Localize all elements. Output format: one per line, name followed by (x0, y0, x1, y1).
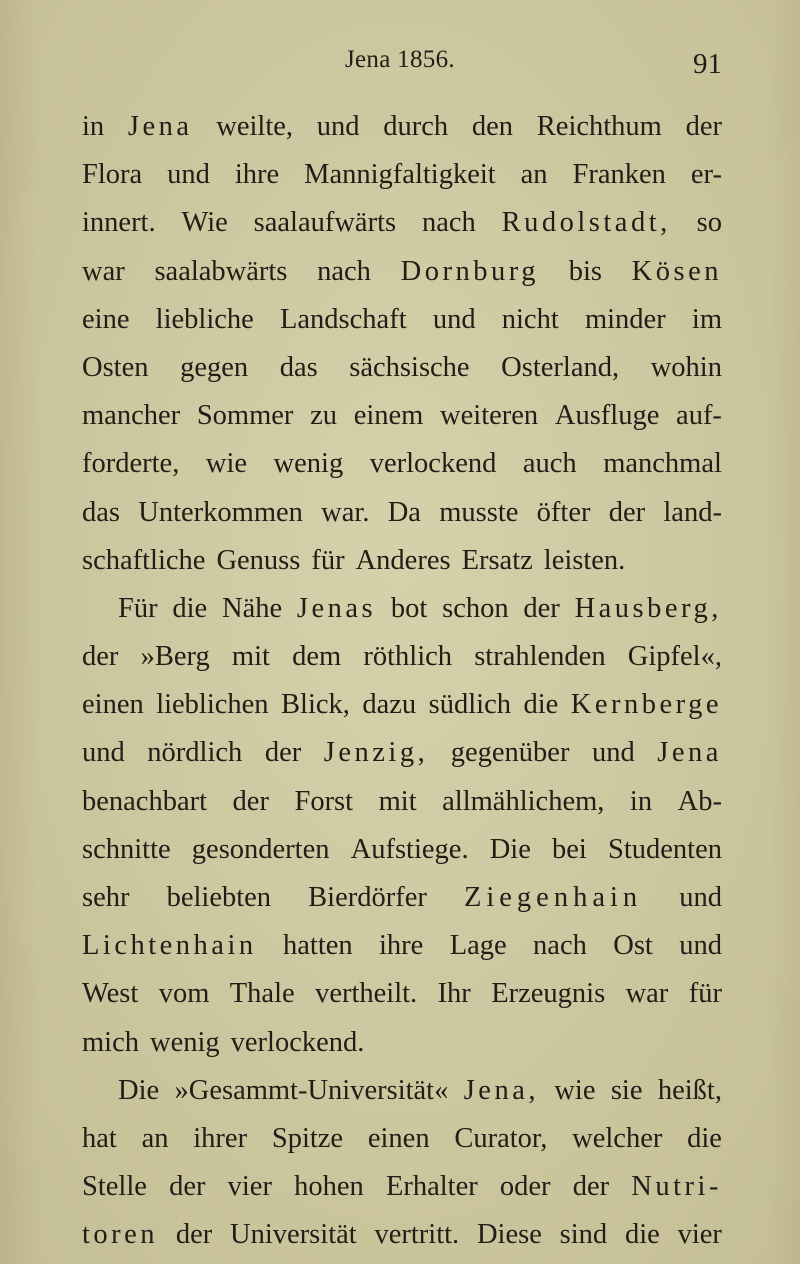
word: den (471, 111, 514, 142)
word: Curator, (454, 1122, 548, 1154)
word: Da (387, 496, 421, 528)
word: für (311, 544, 345, 576)
word: Jenas (296, 592, 377, 624)
word: der (523, 592, 560, 624)
word: Jenzig, (323, 737, 429, 769)
word: eine (82, 303, 130, 335)
word: Bierdörfer (308, 882, 427, 913)
word: allmählichem, (442, 785, 605, 817)
word: röthlich (363, 641, 453, 673)
word: Sommer (196, 400, 294, 432)
word: Erzeugnis (491, 978, 606, 1010)
text-line (82, 681, 722, 729)
text-line (82, 922, 722, 970)
text-line (82, 826, 722, 874)
word: bis (568, 255, 602, 287)
word: Diese (476, 1219, 542, 1251)
word: Jena, (463, 1074, 539, 1106)
word: hatten (283, 930, 353, 962)
text-line (82, 633, 722, 681)
word: ihre (234, 159, 280, 191)
word: war. (321, 496, 370, 528)
word: in (82, 111, 105, 142)
word: musste (439, 496, 519, 528)
word: in (629, 785, 653, 817)
word: zu (310, 400, 337, 432)
running-title: Jena 1856. (345, 46, 455, 73)
word: Lichtenhain (82, 930, 257, 962)
word: nördlich (147, 737, 243, 769)
word: saalabwärts (154, 255, 288, 287)
word: der (232, 785, 269, 817)
text-line (82, 537, 722, 585)
word: Kösen (631, 255, 722, 287)
word: Gipfel«, (627, 641, 722, 673)
word: hat (82, 1122, 117, 1154)
word: Ersatz (461, 544, 533, 576)
word: die (687, 1122, 722, 1154)
word: bei (552, 833, 587, 865)
word: Anderes (355, 544, 451, 576)
word: schaftliche (82, 544, 206, 576)
word: gesonderten (191, 833, 330, 865)
word: minder (584, 303, 666, 335)
word: Jena (657, 737, 722, 769)
word: leisten. (543, 544, 626, 576)
word: südlich (428, 689, 511, 721)
word: Stelle (82, 1171, 147, 1203)
word: Blick, (281, 689, 350, 721)
word: innert. (82, 207, 156, 239)
word: »Berg (140, 641, 210, 673)
word: er- (690, 159, 722, 191)
word: Genuss (216, 544, 301, 576)
text-line (82, 1115, 722, 1163)
word: und (82, 737, 125, 769)
word: der (608, 496, 646, 528)
word: der (169, 1171, 206, 1203)
word: der (175, 1219, 213, 1251)
word: auf- (676, 400, 722, 432)
text-line (82, 344, 722, 392)
word: einen (82, 689, 144, 721)
word: Osterland, (501, 351, 620, 383)
word: sie (610, 1074, 643, 1106)
text-line (82, 729, 722, 777)
word: Jena (127, 111, 193, 142)
text-line (82, 296, 722, 344)
word: oder (499, 1171, 551, 1203)
text-line (82, 970, 722, 1018)
word: Nähe (221, 592, 283, 624)
word: Ihr (437, 978, 471, 1010)
word: Kernberge (570, 689, 722, 721)
word: Ost (613, 930, 653, 962)
word: verlockend. (230, 1026, 365, 1058)
word: Dornburg (400, 255, 539, 287)
word: hohen (294, 1171, 364, 1203)
word: gegenüber (450, 737, 570, 769)
word: und (679, 882, 722, 913)
word: schon (442, 592, 509, 624)
word: Die (118, 1074, 160, 1106)
word: lieblichen (156, 689, 269, 721)
text-line (82, 1019, 722, 1067)
word: vertheilt. (315, 978, 418, 1010)
word: wie (554, 1074, 596, 1106)
word: durch (383, 111, 449, 142)
word: mit (231, 641, 270, 673)
text-line (82, 489, 722, 537)
word: Ziegenhain (463, 882, 643, 913)
word: Landschaft (280, 303, 407, 335)
word: wohin (650, 351, 722, 383)
word: sehr (82, 882, 130, 913)
text-line (82, 248, 722, 296)
word: Hausberg, (574, 592, 722, 624)
word: schnitte (82, 833, 171, 865)
word: gegen (180, 351, 249, 383)
word: Nutri- (631, 1171, 722, 1203)
word: vom (158, 978, 210, 1010)
word: an (520, 159, 548, 191)
word: strahlenden (474, 641, 606, 673)
word: auch (522, 448, 577, 480)
word: bot (390, 592, 428, 624)
text-line (82, 585, 722, 633)
word: »Gesammt-Universität« (174, 1074, 449, 1106)
word: Reichthum (536, 111, 662, 142)
word: sind (559, 1219, 608, 1251)
word: nicht (501, 303, 559, 335)
word: verlockend (369, 448, 497, 480)
word: Forst (294, 785, 354, 817)
word: West (82, 978, 139, 1010)
word: der (82, 641, 119, 673)
text-line (82, 874, 722, 922)
word: Studenten (607, 833, 722, 865)
word: Für (118, 592, 158, 624)
text-line (82, 1211, 722, 1259)
word: Ausfluge (554, 400, 660, 432)
word: mich (82, 1026, 139, 1058)
word: nach (317, 255, 371, 287)
word: wenig (150, 1026, 220, 1058)
word: wenig (273, 448, 344, 480)
body-text (82, 103, 722, 1260)
word: an (141, 1122, 169, 1154)
word: mit (378, 785, 417, 817)
word: Unterkommen (138, 496, 303, 528)
text-line (82, 440, 722, 488)
word: ihre (379, 930, 424, 962)
word: saalaufwärts (253, 207, 397, 239)
word: Erhalter (385, 1171, 478, 1203)
word: Aufstiege. (350, 833, 469, 865)
word: forderte, (82, 448, 180, 480)
word: Rudolstadt, (501, 207, 671, 239)
word: und (432, 303, 476, 335)
word: ihrer (193, 1122, 248, 1154)
word: manchmal (603, 448, 722, 480)
word: Universität (230, 1219, 357, 1251)
word: Franken (572, 159, 666, 191)
word: weiteren (440, 400, 539, 432)
word: so (696, 207, 722, 239)
text-line (82, 151, 722, 199)
word: Osten (82, 351, 149, 383)
text-line (82, 392, 722, 440)
word: dazu (362, 689, 417, 721)
word: vier (677, 1219, 722, 1251)
word: war (625, 978, 669, 1010)
text-line (82, 199, 722, 247)
word: nach (421, 207, 476, 239)
word: der (264, 737, 302, 769)
word: Die (489, 833, 531, 865)
word: dem (292, 641, 342, 673)
text-line (82, 778, 722, 826)
word: wie (205, 448, 248, 480)
word: liebliche (155, 303, 254, 335)
word: das (279, 351, 318, 383)
word: die (172, 592, 208, 624)
word: nach (533, 930, 587, 962)
word: für (688, 978, 722, 1010)
word: toren (82, 1219, 159, 1251)
word: war (82, 255, 125, 287)
word: beliebten (166, 882, 272, 913)
text-line (82, 103, 722, 151)
word: der (685, 111, 722, 142)
word: benachbart (82, 785, 208, 817)
word: und (316, 111, 360, 142)
word: mancher (82, 400, 181, 432)
word: sächsische (349, 351, 470, 383)
word: einem (353, 400, 424, 432)
word: weilte, (216, 111, 294, 142)
word: welcher (572, 1122, 663, 1154)
word: Mannigfaltigkeit (304, 159, 496, 191)
word: Thale (229, 978, 295, 1010)
word: die (624, 1219, 660, 1251)
word: land- (663, 496, 722, 528)
text-line (82, 1163, 722, 1211)
word: vier (227, 1171, 272, 1203)
page-number: 91 (693, 48, 722, 80)
word: und (679, 930, 722, 962)
word: einen (367, 1122, 430, 1154)
word: der (572, 1171, 610, 1203)
word: Spitze (271, 1122, 344, 1154)
word: und (592, 737, 635, 769)
word: Wie (181, 207, 228, 239)
word: das (82, 496, 120, 528)
word: heißt, (657, 1074, 722, 1106)
text-line (82, 1067, 722, 1115)
page-header (0, 46, 800, 86)
word: und (167, 159, 210, 191)
word: im (691, 303, 722, 335)
word: Lage (449, 930, 507, 962)
word: vertritt. (374, 1219, 460, 1251)
word: Ab- (677, 785, 722, 817)
word: Flora (82, 159, 143, 191)
word: die (523, 689, 559, 721)
word: öfter (536, 496, 591, 528)
